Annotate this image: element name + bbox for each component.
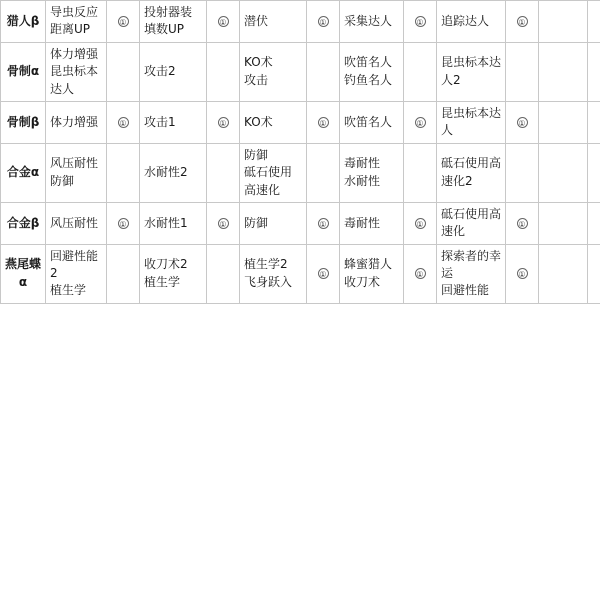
slot-dot-icon: ① <box>518 118 526 128</box>
row-dot-1 <box>107 143 140 202</box>
slot-dot-icon: ① <box>416 118 424 128</box>
row-trailing-2 <box>588 244 600 303</box>
slot-dot-icon: ① <box>119 17 127 27</box>
row-dot-2 <box>207 1 240 43</box>
slot-dot-icon: ① <box>119 219 127 229</box>
row-dot-2 <box>207 101 240 143</box>
row-trailing-1 <box>539 202 588 244</box>
row-dot-2 <box>207 202 240 244</box>
row-skill-1: 体力增强 <box>46 101 107 143</box>
row-skill-5: 砥石使用高速化 <box>437 202 506 244</box>
row-dot-4 <box>404 244 437 303</box>
row-skill-1: 导虫反应距离UP <box>46 1 107 43</box>
row-skill-2: 水耐性1 <box>140 202 207 244</box>
row-skill-3: 防御 砥石使用高速化 <box>240 143 307 202</box>
row-dot-1 <box>107 244 140 303</box>
slot-dot-icon: ① <box>119 118 127 128</box>
slot-dot-icon: ① <box>319 270 327 280</box>
row-dot-4 <box>404 1 437 43</box>
row-dot-3 <box>307 1 340 43</box>
row-name: 燕尾蝶α <box>1 244 46 303</box>
row-skill-5: 探索者的幸运 回避性能 <box>437 244 506 303</box>
row-skill-3: 植生学2 飞身跃入 <box>240 244 307 303</box>
slot-dot-icon: ① <box>219 118 227 128</box>
row-dot-4 <box>404 202 437 244</box>
table-row <box>1 1 600 43</box>
row-skill-2: 水耐性2 <box>140 143 207 202</box>
row-skill-4: 毒耐性 水耐性 <box>340 143 404 202</box>
row-skill-4: 吹笛名人 钓鱼名人 <box>340 42 404 101</box>
row-dot-3 <box>307 143 340 202</box>
row-skill-5: 砥石使用高速化2 <box>437 143 506 202</box>
row-dot-3 <box>307 101 340 143</box>
row-dot-5 <box>506 143 539 202</box>
row-skill-1: 风压耐性 防御 <box>46 143 107 202</box>
row-dot-5 <box>506 1 539 43</box>
row-trailing-1 <box>539 1 588 43</box>
row-dot-1 <box>107 42 140 101</box>
row-skill-4: 蜂蜜猎人 收刀术 <box>340 244 404 303</box>
slot-dot-icon: ① <box>416 270 424 280</box>
row-name: 骨制α <box>1 42 46 101</box>
table-row <box>1 143 600 202</box>
slot-dot-icon: ① <box>518 17 526 27</box>
slot-dot-icon: ① <box>416 17 424 27</box>
row-skill-2: 攻击1 <box>140 101 207 143</box>
row-name: 骨制β <box>1 101 46 143</box>
skill-table-body <box>1 1 600 304</box>
table-row <box>1 244 600 303</box>
row-dot-2 <box>207 244 240 303</box>
row-dot-5 <box>506 101 539 143</box>
row-name: 猎人β <box>1 1 46 43</box>
row-trailing-1 <box>539 42 588 101</box>
row-name: 合金α <box>1 143 46 202</box>
row-dot-1 <box>107 1 140 43</box>
table-row <box>1 101 600 143</box>
row-name: 合金β <box>1 202 46 244</box>
row-skill-4: 毒耐性 <box>340 202 404 244</box>
row-dot-5 <box>506 202 539 244</box>
row-skill-4: 吹笛名人 <box>340 101 404 143</box>
row-skill-1: 体力增强 昆虫标本达人 <box>46 42 107 101</box>
row-skill-5: 昆虫标本达人 <box>437 101 506 143</box>
row-trailing-2 <box>588 101 600 143</box>
row-trailing-2 <box>588 1 600 43</box>
row-trailing-2 <box>588 42 600 101</box>
row-skill-2: 收刀术2 植生学 <box>140 244 207 303</box>
row-dot-4 <box>404 42 437 101</box>
row-dot-5 <box>506 244 539 303</box>
slot-dot-icon: ① <box>219 17 227 27</box>
row-skill-2: 攻击2 <box>140 42 207 101</box>
row-skill-2: 投射器装填数UP <box>140 1 207 43</box>
row-dot-1 <box>107 101 140 143</box>
row-trailing-1 <box>539 101 588 143</box>
row-dot-5 <box>506 42 539 101</box>
row-dot-3 <box>307 244 340 303</box>
row-skill-1: 风压耐性 <box>46 202 107 244</box>
row-skill-1: 回避性能2 植生学 <box>46 244 107 303</box>
row-dot-4 <box>404 143 437 202</box>
row-skill-3: KO术 <box>240 101 307 143</box>
slot-dot-icon: ① <box>518 219 526 229</box>
slot-dot-icon: ① <box>319 17 327 27</box>
table-row <box>1 202 600 244</box>
row-dot-2 <box>207 143 240 202</box>
row-trailing-1 <box>539 244 588 303</box>
row-dot-3 <box>307 42 340 101</box>
slot-dot-icon: ① <box>518 270 526 280</box>
row-skill-5: 昆虫标本达人2 <box>437 42 506 101</box>
table-row <box>1 42 600 101</box>
row-trailing-1 <box>539 143 588 202</box>
slot-dot-icon: ① <box>319 219 327 229</box>
row-skill-5: 追踪达人 <box>437 1 506 43</box>
row-dot-2 <box>207 42 240 101</box>
row-skill-3: 防御 <box>240 202 307 244</box>
slot-dot-icon: ① <box>219 219 227 229</box>
row-dot-1 <box>107 202 140 244</box>
row-trailing-2 <box>588 202 600 244</box>
row-trailing-2 <box>588 143 600 202</box>
row-dot-3 <box>307 202 340 244</box>
row-skill-3: KO术 攻击 <box>240 42 307 101</box>
slot-dot-icon: ① <box>319 118 327 128</box>
row-dot-4 <box>404 101 437 143</box>
row-skill-3: 潜伏 <box>240 1 307 43</box>
slot-dot-icon: ① <box>416 219 424 229</box>
row-skill-4: 采集达人 <box>340 1 404 43</box>
